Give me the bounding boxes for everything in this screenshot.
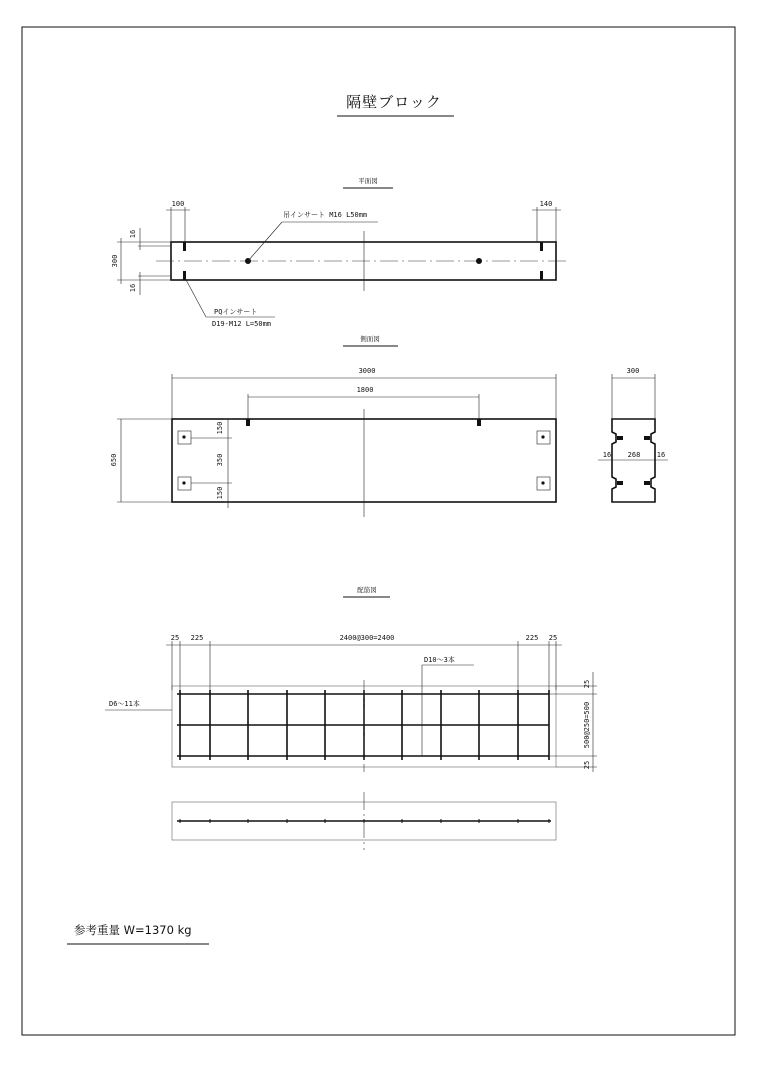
dim-3000-text: 3000: [358, 367, 376, 375]
pq-insert-bottom-right: [540, 271, 543, 280]
end-insert-top-left: [617, 436, 623, 440]
rebar-dim-25-left-text: 25: [170, 634, 180, 642]
side-pq-dot-top-left: [182, 435, 185, 438]
rebar-section-view: [172, 792, 556, 850]
rebar-dim-vertical-text: 500@250=500: [583, 701, 591, 749]
rebar-dim-225-left-text: 225: [190, 634, 204, 642]
rebar-dim-25-bottom-text: 25: [583, 760, 591, 770]
plan-view: [111, 176, 569, 328]
rebar-dim-25-right-text: 25: [548, 634, 558, 642]
side-view: [110, 334, 556, 517]
lifting-insert-right: [476, 258, 482, 264]
end-insert-top-right: [644, 436, 650, 440]
end-dim-300-text: 300: [626, 367, 640, 375]
dim-1800-text: 1800: [356, 386, 374, 394]
end-view: [598, 367, 668, 502]
drawing-frame: [22, 27, 735, 1035]
rebar-dim-25-top-text: 25: [583, 679, 591, 689]
reference-weight: 参考重量 W=1370 kg: [74, 923, 192, 937]
rebar-dim-main-text: 2400@300=2400: [339, 634, 395, 642]
pq-insert-label-2: D19-M12 L=50mm: [212, 320, 272, 328]
rebar-view: [105, 585, 597, 772]
end-insert-bottom-right: [644, 481, 650, 485]
side-lifting-insert-left: [246, 419, 250, 426]
end-block-outline: [612, 419, 655, 502]
end-dim-16-right-text: 16: [656, 451, 666, 459]
end-dim-268-text: 268: [627, 451, 641, 459]
side-view-heading: 側面図: [360, 335, 380, 343]
side-pq-dot-top-right: [541, 435, 544, 438]
dim-350-text: 350: [216, 453, 224, 467]
side-pq-dot-bottom-right: [541, 481, 544, 484]
dim-300-text: 300: [111, 254, 119, 268]
pq-insert-leader: [184, 276, 206, 317]
plan-view-heading: 平面図: [358, 177, 378, 185]
side-lifting-insert-right: [477, 419, 481, 426]
dim-100-text: 100: [171, 200, 185, 208]
d10-label: D10～3本: [424, 656, 455, 664]
rebar-dim-225-right-text: 225: [525, 634, 539, 642]
pq-insert-top-right: [540, 242, 543, 251]
end-dim-16-left-text: 16: [602, 451, 612, 459]
pq-insert-top-left: [183, 242, 186, 251]
dim-16-top-text: 16: [129, 229, 137, 239]
side-pq-dot-bottom-left: [182, 481, 185, 484]
pq-insert-label-1: PQインサート: [214, 308, 258, 316]
drawing-title: 隔壁ブロック: [346, 93, 442, 111]
d6-label: D6～11本: [109, 700, 140, 708]
dim-16-bottom-text: 16: [129, 283, 137, 293]
end-insert-bottom-left: [617, 481, 623, 485]
dim-650-text: 650: [110, 453, 118, 467]
lifting-insert-label: 吊インサート M16 L50mm: [283, 211, 368, 219]
dim-140-text: 140: [539, 200, 553, 208]
dim-150-top-text: 150: [216, 421, 224, 435]
dim-150-bottom-text: 150: [216, 486, 224, 500]
rebar-view-heading: 配筋図: [357, 586, 377, 594]
